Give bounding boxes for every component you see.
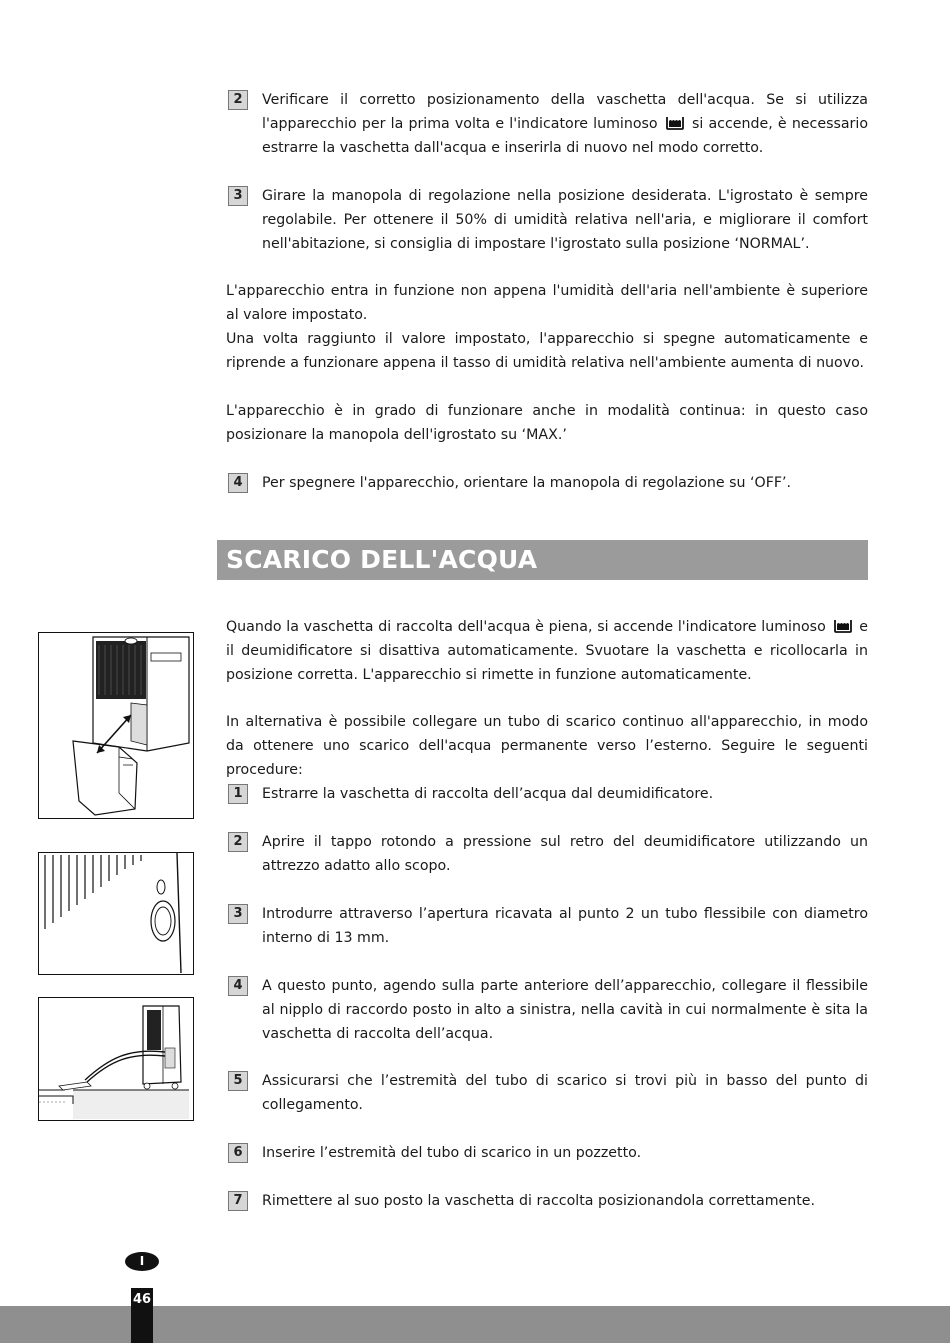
step-text: Girare la manopola di regolazione nella posizione desiderata. L'igrostato è sempre regolabile. Per ottenere il 50% di umidità relativa nell'aria, e migliorare il comfort nell'abitazione, si consiglia di impostare l'igrostato sulla posizione ‘NORMAL’. — [262, 188, 868, 252]
dehumidifier-tank-drawing — [39, 633, 192, 817]
step-number: 3 — [228, 186, 248, 206]
paragraph-auto-stop: Una volta raggiunto il valore impostato, l'apparecchio si spegne automaticamente e riprende a funzionare appena il tasso di umidità relativa nell'ambiente aumenta di nuovo. — [226, 331, 868, 371]
section-heading — [217, 540, 868, 580]
step-text: Introdurre attraverso l’apertura ricavata al punto 2 un tubo flessibile con diametro interno di 13 mm. — [262, 906, 868, 946]
water-tank-full-icon — [834, 619, 852, 633]
paragraph-tank-full: Quando la vaschetta di raccolta dell'acqua è piena, si accende l'indicatore luminoso e il deumidificatore si disattiva automaticamente. Svuotare la vaschetta e ricollocarla in posizione corretta. L'apparecchio si rimette in funzione automaticamente. — [226, 619, 868, 683]
paragraph-activation: L'apparecchio entra in funzione non appena l'umidità dell'aria nell'ambiente è superiore al valore impostato. — [226, 283, 868, 323]
paragraph-alternative: In alternativa è possibile collegare un tubo di scarico continuo all'apparecchio, in modo da ottenere uno scarico dell'acqua permanente verso l’esterno. Seguire le seguenti procedure: — [226, 714, 868, 778]
step-text: Aprire il tappo rotondo a pressione sul retro del deumidificatore utilizzando un attrezzo adatto allo scopo. — [262, 834, 868, 874]
step-text: Rimettere al suo posto la vaschetta di raccolta posizionandola correttamente. — [262, 1193, 816, 1209]
step-number: 4 — [228, 473, 248, 493]
step-text: Assicurarsi che l’estremità del tubo di scarico si trovi più in basso del punto di collegamento. — [262, 1073, 868, 1113]
paragraph-continuous-mode: L'apparecchio è in grado di funzionare anche in modalità continua: in questo caso posizionare la manopola dell'igrostato su ‘MAX.’ — [226, 403, 868, 443]
section-title: SCARICO DELL'ACQUA — [226, 545, 538, 574]
step-number: 2 — [228, 90, 248, 110]
illustration-continuous-drain — [38, 997, 194, 1121]
illustration-back-cap — [38, 852, 194, 975]
back-panel-drawing — [39, 853, 192, 973]
step-number: 2 — [228, 832, 248, 852]
step-text: Per spegnere l'apparecchio, orientare la manopola di regolazione su ‘OFF’. — [262, 475, 792, 491]
step-text: Estrarre la vaschetta di raccolta dell’acqua dal deumidificatore. — [262, 786, 714, 802]
step-number: 3 — [228, 904, 248, 924]
step-text: A questo punto, agendo sulla parte anteriore dell’apparecchio, collegare il flessibile al nipplo di raccordo posto in alto a sinistra, nella cavità in cui normalmente è sita la vaschetta di raccolta dell’acqua. — [262, 978, 868, 1042]
illustration-remove-tank — [38, 632, 194, 819]
step-number: 5 — [228, 1071, 248, 1091]
step-number: 1 — [228, 784, 248, 804]
page-number: 46 — [132, 1292, 152, 1307]
language-badge: I — [125, 1252, 159, 1271]
step-text: Inserire l’estremità del tubo di scarico in un pozzetto. — [262, 1145, 642, 1161]
step-number: 6 — [228, 1143, 248, 1163]
step-number: 7 — [228, 1191, 248, 1211]
drain-setup-drawing — [39, 998, 192, 1119]
step-text: Verificare il corretto posizionamento della vaschetta dell'acqua. Se si utilizza l'apparecchio per la prima volta e l'indicatore luminoso si accende, è necessario estrarre la vaschetta dall'acqua e inserirla di nuovo nel modo corretto. — [262, 92, 868, 156]
step-number: 4 — [228, 976, 248, 996]
water-tank-full-icon — [666, 116, 684, 130]
